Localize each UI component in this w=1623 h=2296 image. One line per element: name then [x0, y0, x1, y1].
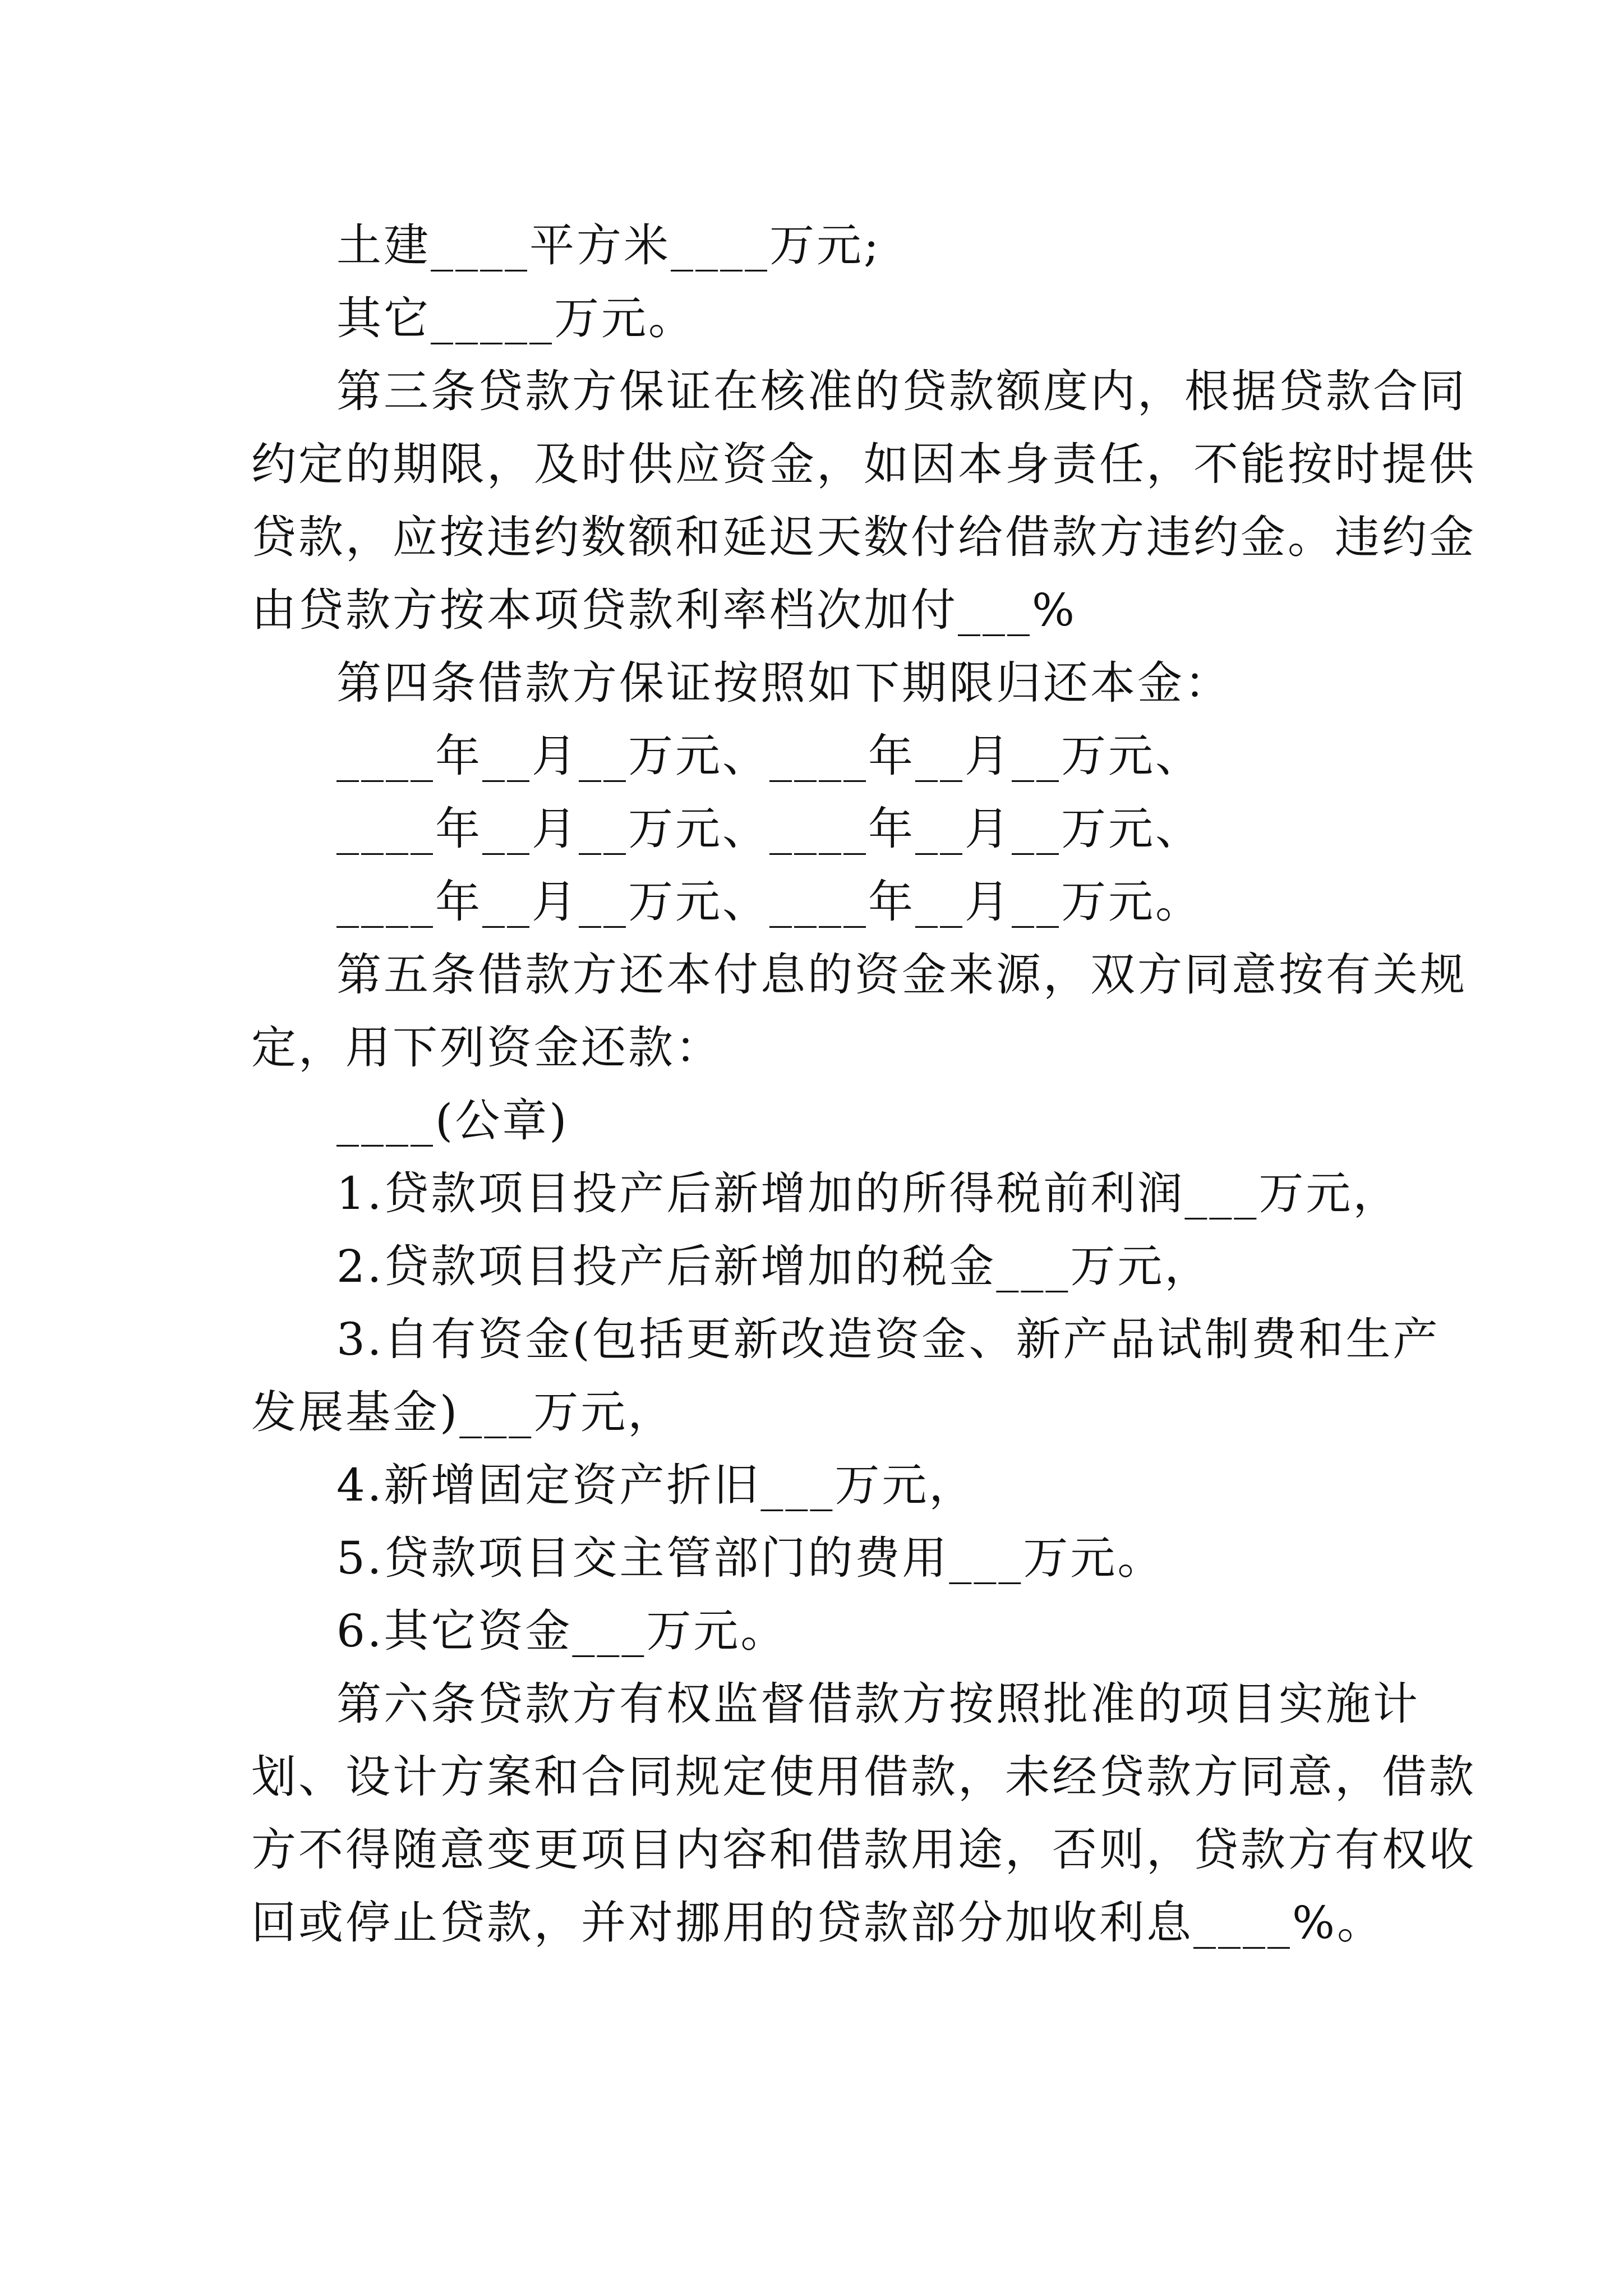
official-seal-line: ____(公章)	[336, 1094, 569, 1147]
fund-source-item-5: 5.贷款项目交主管部门的费用___万元。	[336, 1532, 1165, 1584]
repayment-schedule-row-2: ____年__月__万元、____年__月__万元、	[336, 803, 1202, 855]
repayment-schedule-row-3: ____年__月__万元、____年__月__万元。	[336, 876, 1202, 928]
fund-source-item-1: 1.贷款项目投产后新增加的所得税前利润___万元，	[336, 1167, 1400, 1220]
line-other-cost: 其它_____万元。	[336, 292, 695, 344]
article-6-line-3: 方不得随意变更项目内容和借款用途，否则，贷款方有权收	[251, 1824, 1476, 1876]
fund-source-item-6: 6.其它资金___万元。	[336, 1605, 788, 1657]
article-3-line-2: 约定的期限，及时供应资金，如因本身责任，不能按时提供	[251, 438, 1476, 490]
fund-source-item-4: 4.新增固定资产折旧___万元，	[336, 1459, 976, 1511]
fund-source-item-2: 2.贷款项目投产后新增加的税金___万元，	[336, 1240, 1212, 1292]
article-3-line-1: 第三条贷款方保证在核准的贷款额度内，根据贷款合同	[336, 365, 1467, 417]
article-6-line-4: 回或停止贷款，并对挪用的贷款部分加收利息____%。	[251, 1897, 1385, 1949]
article-5-line-1: 第五条借款方还本付息的资金来源，双方同意按有关规	[336, 949, 1467, 1001]
fund-source-item-3-line-2: 发展基金)___万元，	[251, 1386, 675, 1438]
article-3-line-3: 贷款，应按违约数额和延迟天数付给借款方违约金。违约金	[251, 511, 1476, 563]
article-3-line-4: 由贷款方按本项贷款利率档次加付___%	[251, 584, 1077, 636]
article-5-line-2: 定，用下列资金还款：	[251, 1022, 722, 1074]
fund-source-item-3-line-1: 3.自有资金(包括更新改造资金、新产品试制费和生产	[336, 1313, 1440, 1365]
article-6-line-2: 划、设计方案和合同规定使用借款，未经贷款方同意，借款	[251, 1751, 1476, 1803]
article-4-heading: 第四条借款方保证按照如下期限归还本金：	[336, 657, 1232, 709]
repayment-schedule-row-1: ____年__月__万元、____年__月__万元、	[336, 730, 1202, 782]
line-civil-works: 土建____平方米____万元;	[336, 219, 881, 272]
article-6-line-1: 第六条贷款方有权监督借款方按照批准的项目实施计	[336, 1678, 1420, 1730]
